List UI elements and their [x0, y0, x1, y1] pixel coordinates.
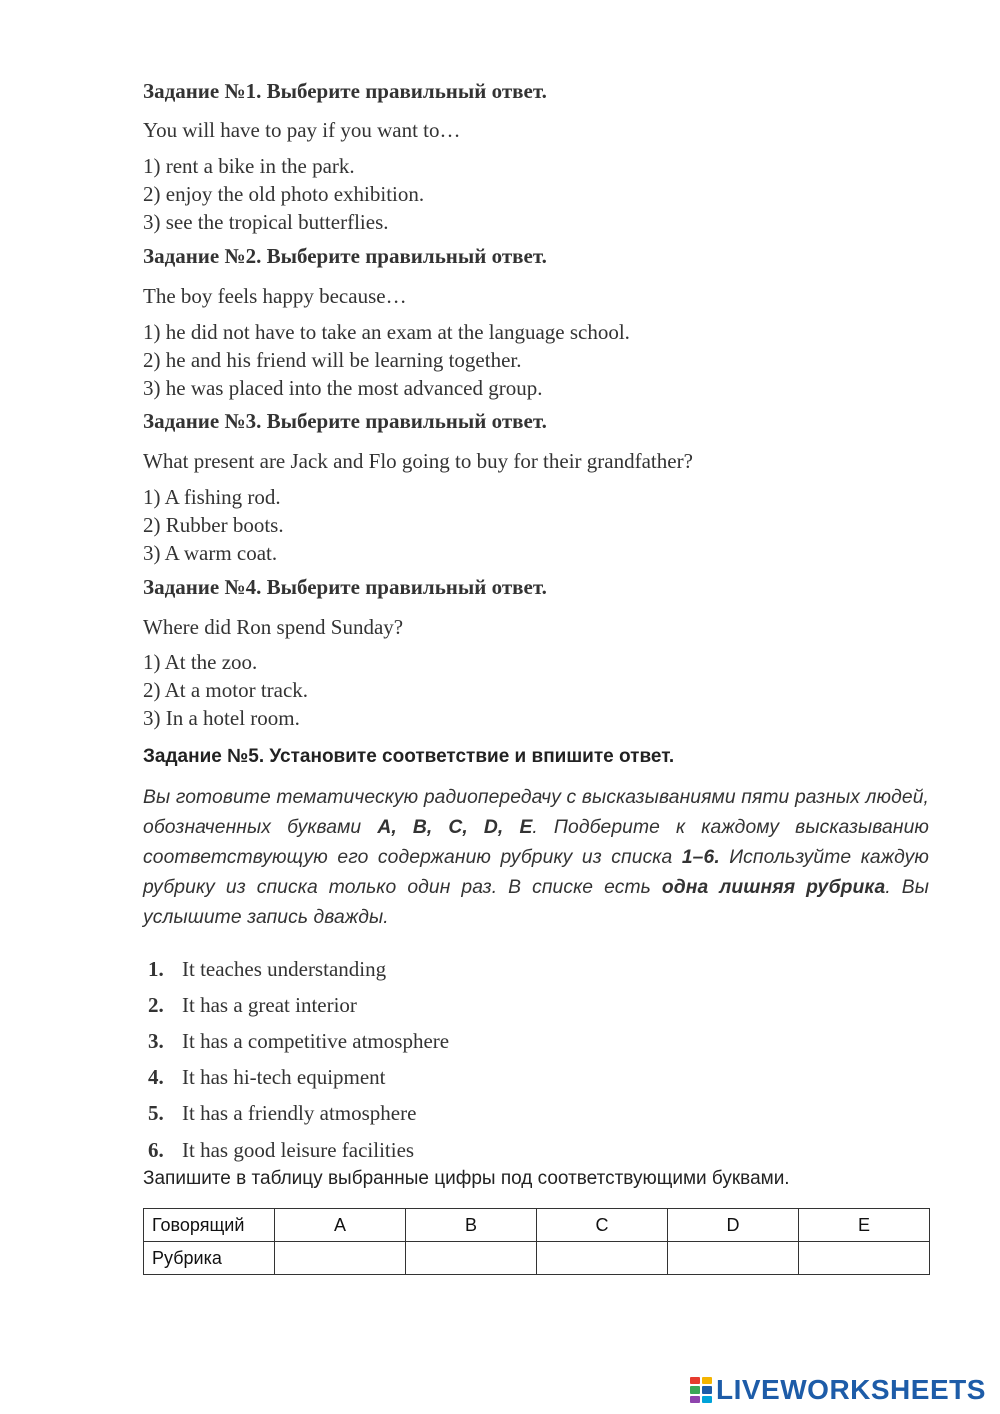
- rubric-number: 6.: [148, 1137, 164, 1162]
- logo-text: LIVEWORKSHEETS: [716, 1374, 986, 1405]
- liveworksheets-logo: [690, 1375, 986, 1405]
- rubric-item: [148, 1023, 449, 1059]
- speaker-cell-d: D: [668, 1209, 799, 1242]
- task-2-option-3[interactable]: 3) he was placed into the most advanced group.: [143, 376, 543, 400]
- rubric-number: 4.: [148, 1065, 164, 1090]
- rubric-number: 3.: [148, 1028, 164, 1053]
- answer-cell-e[interactable]: [799, 1242, 930, 1275]
- rubric-text: It has a friendly atmosphere: [182, 1101, 417, 1126]
- answer-cell-a[interactable]: [275, 1242, 406, 1275]
- rubric-number: 1.: [148, 956, 164, 981]
- task-2-option-2[interactable]: 2) he and his friend will be learning together.: [143, 348, 522, 372]
- rubric-text: It teaches understanding: [182, 956, 387, 981]
- instruction-range: 1–6.: [681, 847, 720, 868]
- speaker-cell-e: E: [799, 1209, 930, 1242]
- task-4-question: Where did Ron spend Sunday?: [143, 615, 404, 639]
- rubric-item: [148, 1096, 449, 1132]
- liveworksheets-logo-icon: [690, 1377, 712, 1403]
- speaker-cell-c: C: [537, 1209, 668, 1242]
- speakers-row: [144, 1209, 930, 1242]
- rubric-row-header: Рубрика: [144, 1242, 275, 1275]
- task-5-title: Задание №5. Установите соответствие и впишите ответ.: [143, 746, 675, 767]
- task-3-option-3[interactable]: 3) A warm coat.: [143, 541, 278, 565]
- rubric-number: 2.: [148, 992, 164, 1017]
- answer-cell-b[interactable]: [406, 1242, 537, 1275]
- rubric-item: [148, 1132, 449, 1168]
- instruction-extra: одна лишняя рубрика: [661, 877, 886, 898]
- task-2-title: Задание №2. Выберите правильный ответ.: [143, 244, 547, 268]
- task-4-title: Задание №4. Выберите правильный ответ.: [143, 575, 547, 599]
- task-3-option-1[interactable]: 1) A fishing rod.: [143, 485, 281, 509]
- task-4-option-1[interactable]: 1) At the zoo.: [143, 650, 258, 674]
- task-5-instruction: [143, 783, 929, 933]
- rubric-number: 5.: [148, 1101, 164, 1126]
- answer-cell-c[interactable]: [537, 1242, 668, 1275]
- rubric-row: [144, 1242, 930, 1275]
- answer-cell-d[interactable]: [668, 1242, 799, 1275]
- rubric-text: It has a great interior: [182, 992, 357, 1017]
- speaker-cell-b: B: [406, 1209, 537, 1242]
- table-instruction: Запишите в таблицу выбранные цифры под соответствующими буквами.: [143, 1168, 790, 1189]
- answer-table: [143, 1208, 930, 1275]
- rubric-text: It has a competitive atmosphere: [182, 1028, 450, 1053]
- rubric-item: [148, 987, 449, 1023]
- instruction-part-4: . Вы услышите запись дважды.: [143, 877, 929, 928]
- task-2-question: The boy feels happy because…: [143, 284, 407, 308]
- instruction-letters: A, B, C, D, E: [377, 817, 533, 838]
- speakers-row-header: Говорящий: [144, 1209, 275, 1242]
- task-3-option-2[interactable]: 2) Rubber boots.: [143, 513, 284, 537]
- task-3-title: Задание №3. Выберите правильный ответ.: [143, 409, 547, 433]
- task-2-option-1[interactable]: 1) he did not have to take an exam at the language school.: [143, 320, 630, 344]
- instruction-part-1: Вы готовите тематическую радиопередачу с высказываниями пяти разных людей, обозначенных буквами: [143, 787, 929, 838]
- task-1-option-3[interactable]: 3) see the tropical butterflies.: [143, 210, 389, 234]
- task-1-title: Задание №1. Выберите правильный ответ.: [143, 79, 547, 103]
- rubric-item: [148, 1060, 449, 1096]
- task-4-option-2[interactable]: 2) At a motor track.: [143, 678, 309, 702]
- instruction-part-3: Используйте каждую рубрику из списка только один раз. В списке есть: [143, 847, 929, 898]
- speaker-cell-a: A: [275, 1209, 406, 1242]
- task-3-question: What present are Jack and Flo going to buy for their grandfather?: [143, 449, 693, 473]
- task-1-question: You will have to pay if you want to…: [143, 118, 461, 142]
- rubric-item: [148, 951, 449, 987]
- task-4-option-3[interactable]: 3) In a hotel room.: [143, 706, 300, 730]
- task-1-option-1[interactable]: 1) rent a bike in the park.: [143, 154, 355, 178]
- rubric-text: It has good leisure facilities: [182, 1137, 415, 1162]
- rubric-list: [148, 951, 449, 1168]
- instruction-part-2: . Подберите к каждому высказыванию соответствующую его содержанию рубрику из списка: [143, 817, 930, 868]
- task-1-option-2[interactable]: 2) enjoy the old photo exhibition.: [143, 182, 425, 206]
- rubric-text: It has hi-tech equipment: [182, 1065, 386, 1090]
